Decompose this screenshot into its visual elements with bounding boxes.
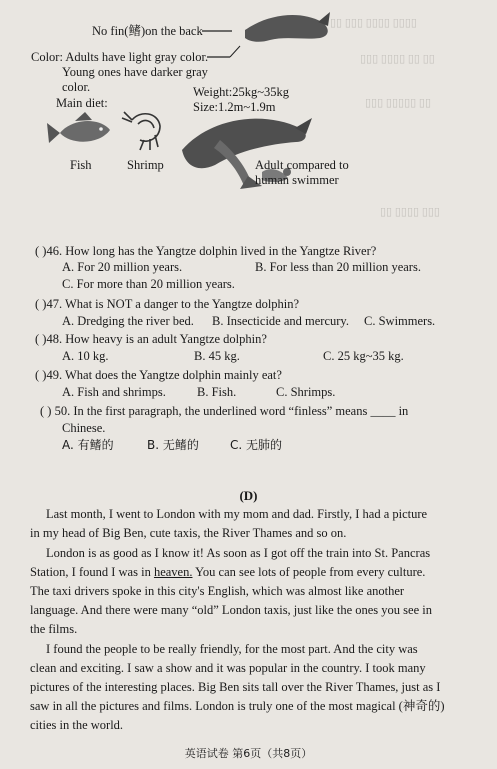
fish-drawing (47, 112, 110, 143)
question-text: In the first paragraph, the underlined word “finless” means (73, 404, 368, 418)
question-number: ( )46. (35, 244, 63, 258)
option-c[interactable]: C. Swimmers. (364, 314, 436, 328)
answer-blank[interactable]: ____ (370, 404, 396, 418)
fish-caption: Fish (70, 158, 92, 172)
color-label-line1: Color: Adults have light gray color. (31, 50, 209, 64)
section-heading: (D) (239, 488, 258, 503)
option-c[interactable]: C. 无肺的 (230, 438, 283, 452)
question-48 (35, 332, 267, 347)
bleed-through-text: ▯▯▯ ▯▯▯▯ ▯▯ ▯▯ (360, 53, 435, 65)
passage-line: Last month, I went to London with my mom and dad. Firstly, I had a picture (46, 507, 428, 521)
option-c[interactable]: C. Shrimps. (276, 385, 336, 399)
size-label: Size:1.2m~1.9m (193, 100, 276, 114)
main-diet-label: Main diet: (56, 96, 108, 110)
option-b[interactable]: B. 45 kg. (194, 349, 240, 363)
passage-text: You can see lots of people from every culture. (195, 565, 426, 579)
passage-line: in my head of Big Ben, cute taxis, the River Thames and so on. (30, 526, 347, 540)
question-number: ( )49. (35, 368, 63, 382)
passage-line: clean and exciting. I saw a show and it was popular in the country. I took many (30, 661, 426, 675)
shrimp-drawing (122, 112, 160, 150)
question-49 (35, 368, 282, 383)
weight-label: Weight:25kg~35kg (193, 85, 290, 99)
option-b[interactable]: B. For less than 20 million years. (255, 260, 421, 274)
option-c[interactable]: C. 25 kg~35 kg. (323, 349, 404, 363)
option-b[interactable]: B. Fish. (197, 385, 237, 399)
question-47 (35, 297, 299, 312)
passage-line (30, 565, 425, 580)
option-a[interactable]: A. For 20 million years. (62, 260, 183, 274)
question-text: How heavy is an adult Yangtze dolphin? (65, 332, 267, 346)
passage-line: London is as good as I know it! As soon as I got off the train into St. Pancras (46, 546, 431, 560)
option-c[interactable]: C. For more than 20 million years. (62, 277, 235, 291)
bleed-through-text: ▯▯ ▯▯▯▯ ▯▯▯ (380, 206, 440, 218)
adult-compare-caption-line2: human swimmer (255, 173, 339, 187)
bleed-through-text: ▯▯ ▯▯▯ ▯▯▯▯ ▯▯▯▯ (330, 17, 417, 29)
question-number: ( ) 50. (40, 404, 71, 418)
question-text-cont: in (398, 404, 409, 418)
adult-compare-caption-line1: Adult compared to (255, 158, 349, 172)
question-text: How long has the Yangtze dolphin lived in the Yangtze River? (65, 244, 377, 258)
passage-line: cities in the world. (30, 718, 124, 732)
option-a[interactable]: A. Dredging the river bed. (62, 314, 194, 328)
question-number: ( )47. (35, 297, 63, 311)
option-a[interactable]: A. 10 kg. (62, 349, 109, 363)
option-a[interactable]: A. Fish and shrimps. (62, 385, 166, 399)
passage-line: saw in all the pictures and films. London is truly one of the most magical (神奇的) (30, 699, 445, 713)
question-number: ( )48. (35, 332, 63, 346)
passage-text: Station, I found I was in (30, 565, 151, 579)
page-footer: 英语试卷 第6页（共8页） (184, 747, 313, 760)
option-b[interactable]: B. Insecticide and mercury. (212, 314, 349, 328)
passage-line: the films. (30, 622, 78, 636)
underlined-word: heaven. (153, 565, 193, 579)
passage-line: pictures of the interesting places. Big Ben sits tall over the River Thames, just as I (30, 680, 441, 694)
question-50-line2: Chinese. (62, 421, 106, 435)
passage-line: language. And there were many “old” London taxis, just like the ones you see in (30, 603, 432, 617)
question-46 (35, 244, 376, 259)
bleed-through-text: ▯▯▯ ▯▯▯▯▯ ▯▯ (365, 97, 432, 109)
dolphin-drawing-top (245, 15, 328, 42)
color-label-line2: Young ones have darker gray (62, 65, 208, 79)
color-label-line3: color. (62, 80, 91, 94)
question-text: What is NOT a danger to the Yangtze dolphin? (64, 297, 300, 311)
option-b[interactable]: B. 无鳍的 (147, 438, 199, 452)
shrimp-caption: Shrimp (127, 158, 164, 172)
question-text: What does the Yangtze dolphin mainly eat? (64, 368, 282, 382)
option-a[interactable]: A. 有鳍的 (62, 438, 114, 452)
passage-line: The taxi drivers spoke in this city's English, which was almost like another (30, 584, 405, 598)
question-50 (40, 404, 408, 419)
passage-line: I found the people to be really friendly, for the most part. And the city was (46, 642, 418, 656)
no-fin-label: No fin(鳍)on the back (92, 24, 203, 38)
